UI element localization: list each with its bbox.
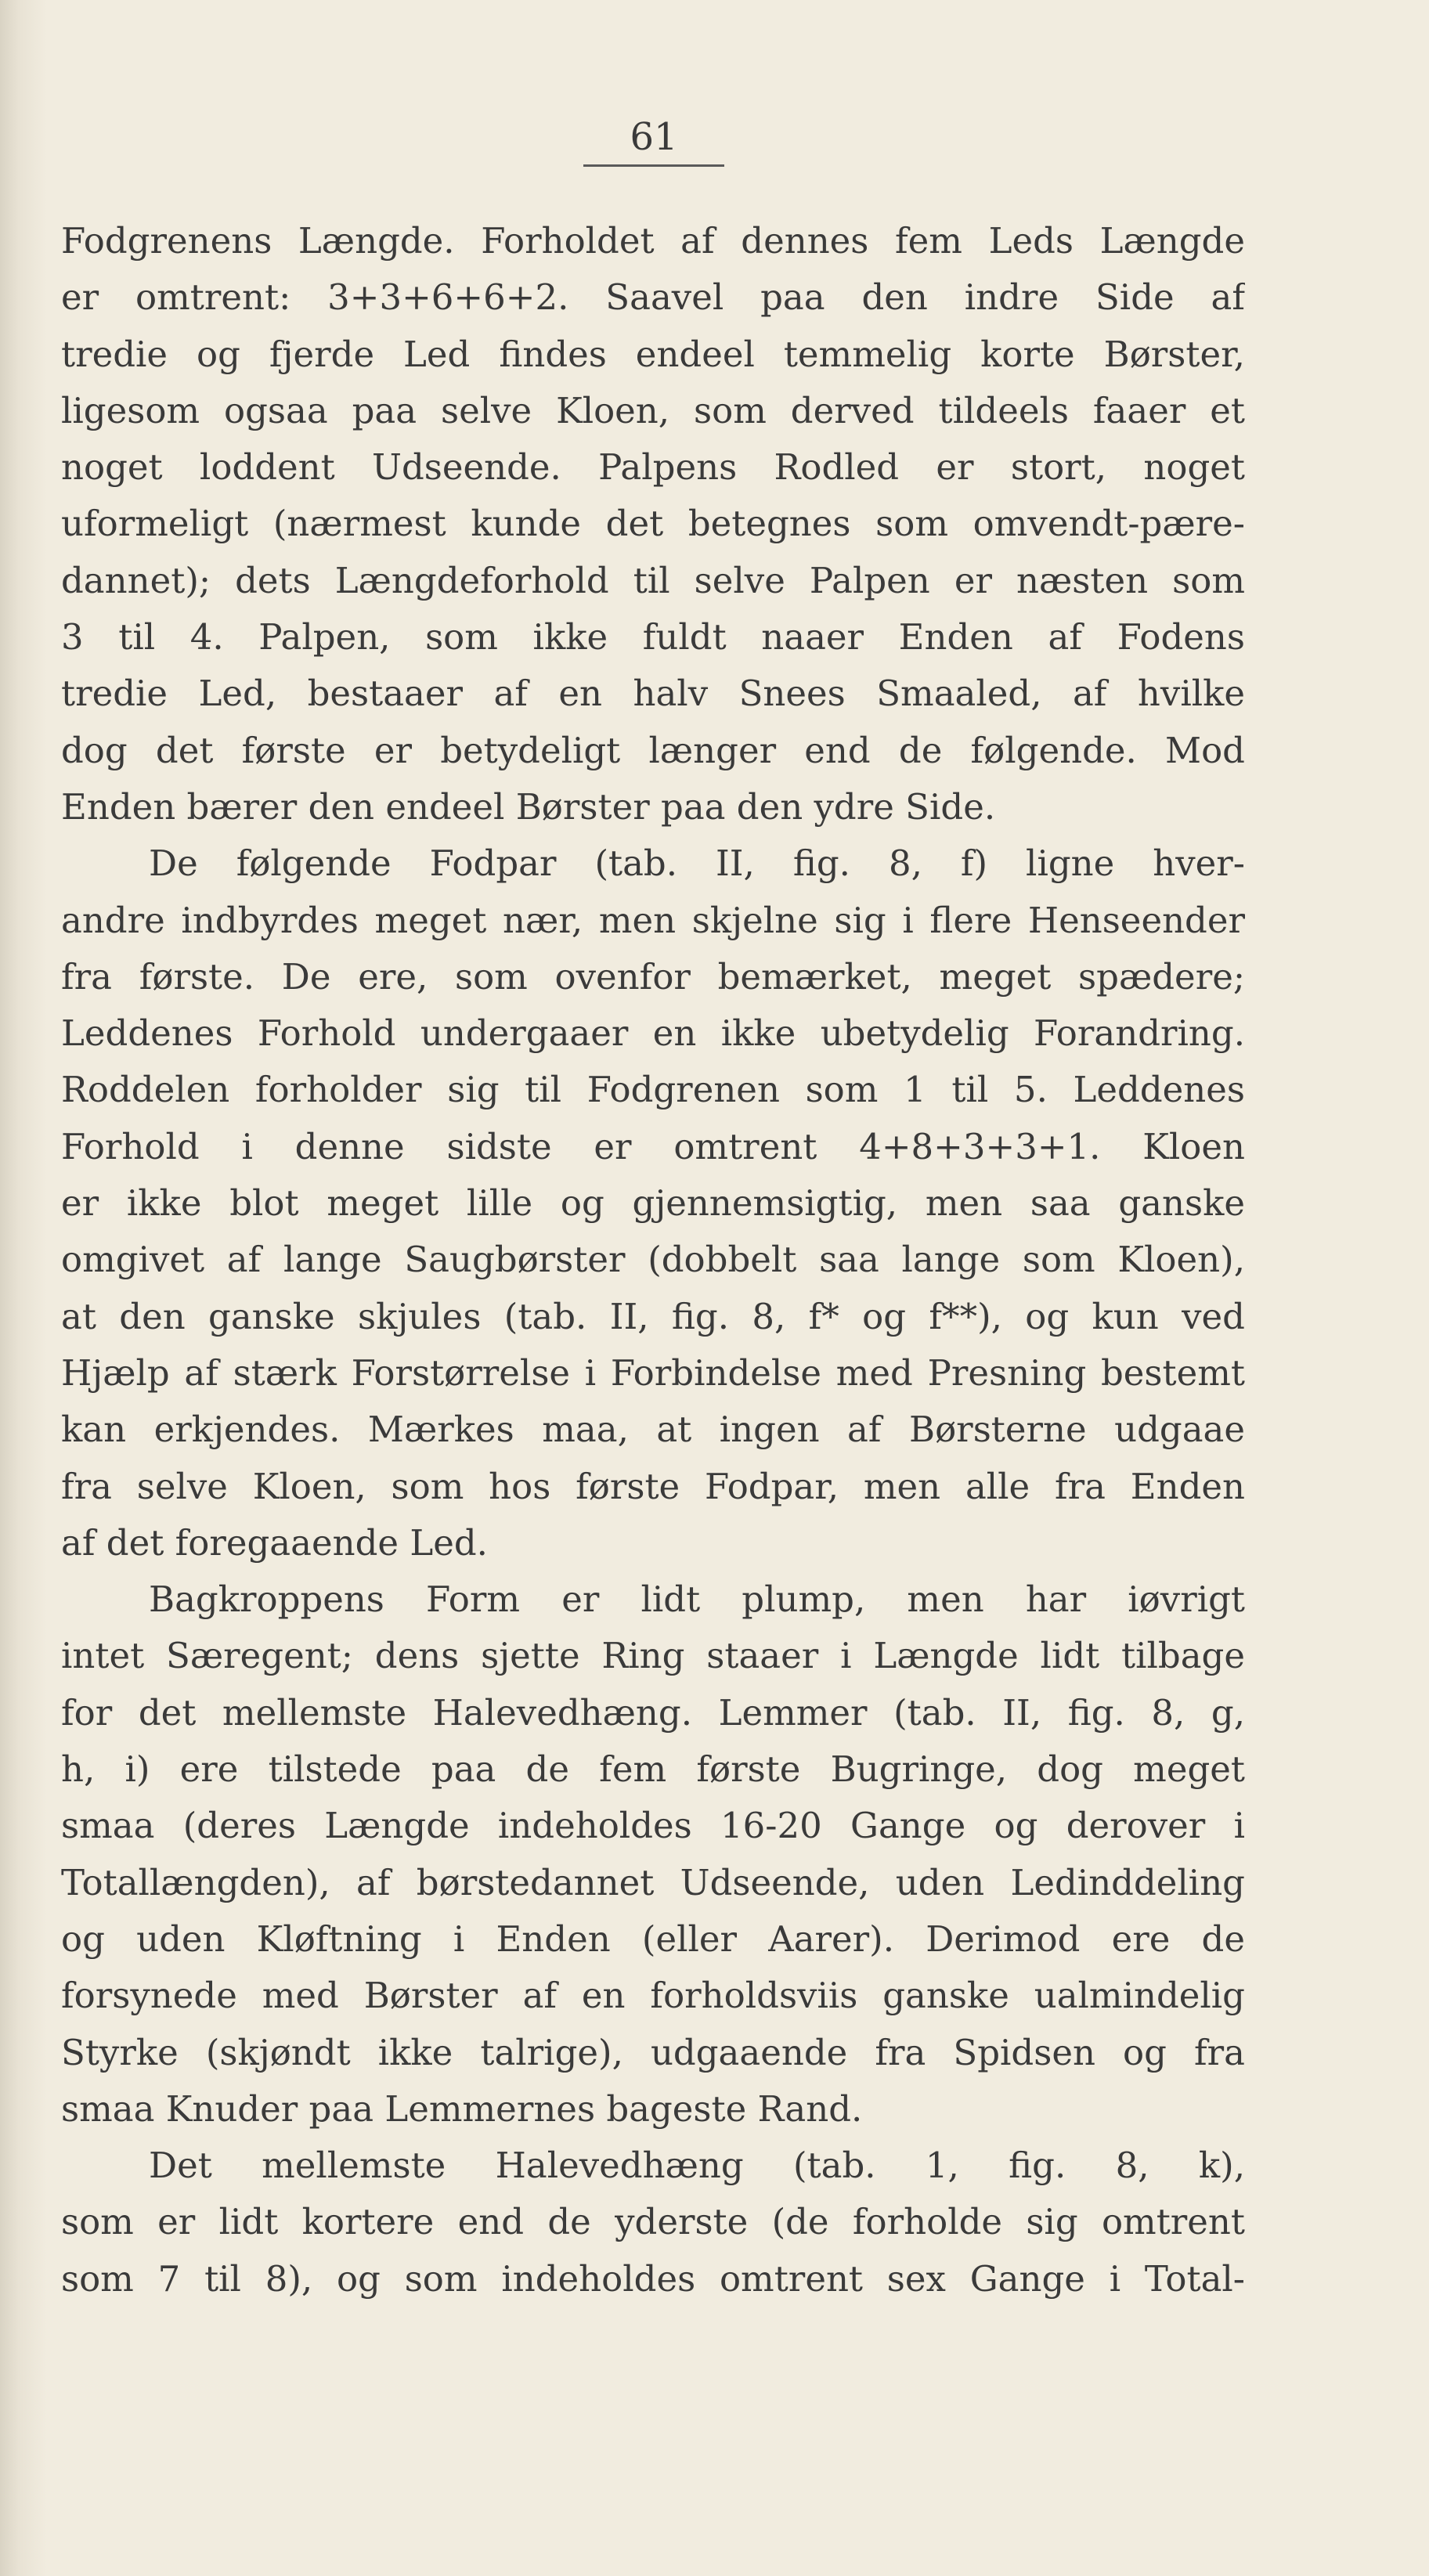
text-line: Fodgrenens Længde. Forholdet af dennes fem Leds Længde	[61, 220, 1245, 262]
text-line: tredie og fjerde Led findes endeel temmelig korte Børster,	[61, 333, 1245, 375]
text-line: fra selve Kloen, som hos første Fodpar, men alle fra Enden	[61, 1465, 1245, 1507]
text-line: uformeligt (nærmest kunde det betegnes som omvendt-pære-	[61, 503, 1245, 545]
text-line: Det mellemste Halevedhæng (tab. 1, fig. 8, k),	[149, 2145, 1245, 2187]
text-line: for det mellemste Halevedhæng. Lemmer (tab. II, fig. 8, g,	[61, 1691, 1245, 1734]
page-number-rule	[583, 164, 724, 167]
text-line: h, i) ere tilstede paa de fem første Bugringe, dog meget	[61, 1748, 1245, 1791]
text-line: kan erkjendes. Mærkes maa, at ingen af Børsterne udgaae	[61, 1409, 1245, 1451]
text-line: er ikke blot meget lille og gjennemsigtig, men saa ganske	[61, 1182, 1245, 1225]
text-line: af det foregaaende Led.	[61, 1521, 488, 1564]
text-line: ligesom ogsaa paa selve Kloen, som derved tildeels faaer et	[61, 389, 1245, 431]
text-line: Totallængden), af børstedannet Udseende, uden Ledinddeling	[61, 1861, 1245, 1903]
text-line: Forhold i denne sidste er omtrent 4+8+3+3+1. Kloen	[61, 1125, 1245, 1167]
text-line: Styrke (skjøndt ikke talrige), udgaaende fra Spidsen og fra	[61, 2031, 1245, 2073]
text-line: 3 til 4. Palpen, som ikke fuldt naaer Enden af Fodens	[61, 616, 1245, 658]
text-line: intet Særegent; dens sjette Ring staaer i Længde lidt tilbage	[61, 1635, 1245, 1677]
text-line: som 7 til 8), og som indeholdes omtrent sex Gange i Total-	[61, 2257, 1245, 2300]
body-text	[61, 213, 1245, 2307]
page-number: 61	[630, 115, 678, 159]
text-line: Hjælp af stærk Forstørrelse i Forbindelse med Presning bestemt	[61, 1351, 1245, 1394]
text-line: Bagkroppens Form er lidt plump, men har iøvrigt	[149, 1578, 1245, 1621]
text-line: noget loddent Udseende. Palpens Rodled er stort, noget	[61, 446, 1245, 489]
text-line: fra første. De ere, som ovenfor bemærket, meget spædere;	[61, 955, 1245, 998]
text-line: De følgende Fodpar (tab. II, fig. 8, f) ligne hver-	[149, 842, 1245, 885]
text-line: dog det første er betydeligt længer end de følgende. Mod	[61, 729, 1245, 771]
text-line: som er lidt kortere end de yderste (de forholde sig omtrent	[61, 2201, 1245, 2243]
text-line: tredie Led, bestaaer af en halv Snees Smaaled, af hvilke	[61, 673, 1245, 715]
text-line: at den ganske skjules (tab. II, fig. 8, f* og f**), og kun ved	[61, 1295, 1245, 1337]
text-line: smaa (deres Længde indeholdes 16-20 Gange og derover i	[61, 1805, 1245, 1847]
text-line: smaa Knuder paa Lemmernes bageste Rand.	[61, 2087, 863, 2130]
text-line: omgivet af lange Saugbørster (dobbelt saa lange som Kloen),	[61, 1239, 1245, 1281]
text-line: andre indbyrdes meget nær, men skjelne sig i flere Henseender	[61, 899, 1245, 941]
text-line: og uden Kløftning i Enden (eller Aarer). Derimod ere de	[61, 1918, 1245, 1960]
text-line: Enden bærer den endeel Børster paa den ydre Side.	[61, 785, 996, 828]
page-edge-shadow	[0, 0, 47, 2576]
text-line: Roddelen forholder sig til Fodgrenen som 1 til 5. Leddenes	[61, 1069, 1245, 1111]
text-line: Leddenes Forhold undergaaer en ikke ubetydelig Forandring.	[61, 1012, 1245, 1055]
text-line: forsynede med Børster af en forholdsviis ganske ualmindelig	[61, 1975, 1245, 2017]
text-line: dannet); dets Længdeforhold til selve Palpen er næsten som	[61, 559, 1245, 601]
text-line: er omtrent: 3+3+6+6+2. Saavel paa den indre Side af	[61, 276, 1245, 319]
